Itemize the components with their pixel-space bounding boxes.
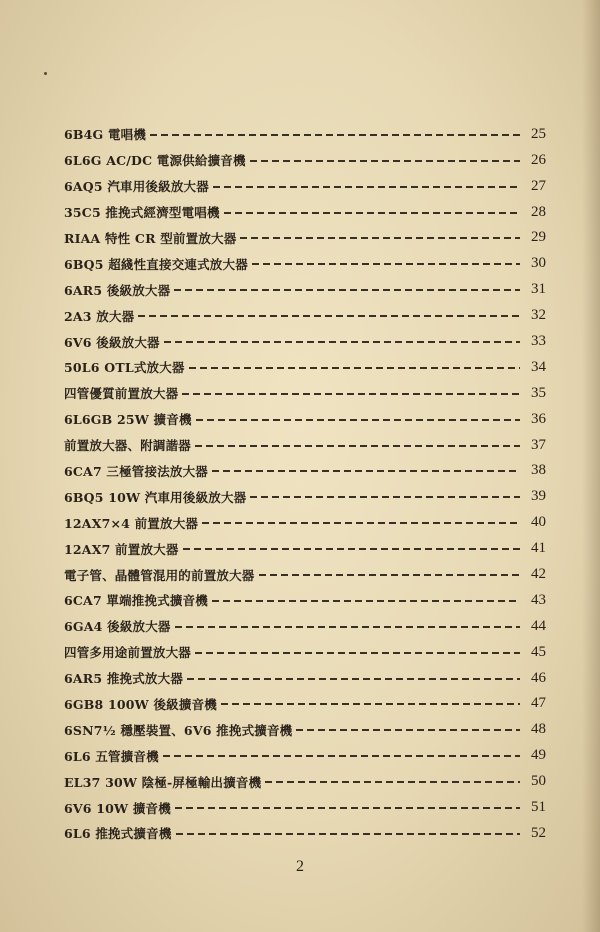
dash-leader bbox=[175, 804, 520, 812]
toc-entry-title: 6CA7 三極管接法放大器 bbox=[64, 463, 208, 479]
toc-entry bbox=[64, 634, 546, 660]
toc-entry-title: 6L6 五管擴音機 bbox=[64, 748, 159, 764]
dash-leader bbox=[259, 571, 520, 579]
toc-entry-title: 2A3 放大器 bbox=[64, 308, 135, 324]
toc-entry-page: 40 bbox=[531, 514, 546, 531]
toc-entry-page: 35 bbox=[531, 384, 546, 401]
toc-entry-title: RIAA 特性 CR 型前置放大器 bbox=[64, 230, 237, 246]
toc-entry-page: 48 bbox=[531, 721, 546, 738]
toc-entry bbox=[64, 271, 546, 297]
toc-entry bbox=[64, 375, 546, 401]
toc-entry bbox=[64, 660, 546, 686]
toc-entry-page: 34 bbox=[531, 358, 546, 375]
dash-leader bbox=[240, 234, 520, 242]
dash-leader bbox=[221, 700, 520, 708]
dash-leader bbox=[187, 675, 520, 683]
dash-leader bbox=[195, 442, 520, 450]
toc-entry bbox=[64, 297, 546, 323]
dash-leader bbox=[150, 131, 520, 139]
toc-entry bbox=[64, 711, 546, 737]
table-of-contents bbox=[64, 116, 546, 841]
toc-entry-title: 6BQ5 超綫性直接交連式放大器 bbox=[64, 256, 248, 272]
toc-entry-title: 四管多用途前置放大器 bbox=[64, 645, 192, 661]
toc-entry bbox=[64, 245, 546, 271]
toc-entry-page: 30 bbox=[531, 255, 546, 272]
dash-leader bbox=[175, 623, 520, 631]
toc-entry-title: 35C5 推挽式經濟型電唱機 bbox=[64, 205, 220, 221]
toc-entry-title: 四管優質前置放大器 bbox=[64, 386, 179, 402]
toc-entry-title: 6L6GB 25W 擴音機 bbox=[64, 412, 192, 428]
toc-entry bbox=[64, 737, 546, 763]
toc-entry-page: 41 bbox=[531, 540, 546, 557]
toc-entry-page: 44 bbox=[531, 617, 546, 634]
dash-leader bbox=[174, 286, 520, 294]
toc-entry bbox=[64, 401, 546, 427]
toc-entry-title: 6CA7 單端推挽式擴音機 bbox=[64, 593, 208, 609]
toc-entry-page: 42 bbox=[531, 566, 546, 583]
toc-entry-title: 6GB8 100W 後級擴音機 bbox=[64, 696, 217, 712]
paper-speck bbox=[44, 72, 47, 75]
toc-entry-page: 37 bbox=[531, 436, 546, 453]
toc-entry-title: 6V6 後級放大器 bbox=[64, 334, 160, 350]
dash-leader bbox=[183, 545, 520, 553]
dash-leader bbox=[189, 364, 520, 372]
toc-entry bbox=[64, 763, 546, 789]
page-edge-shadow bbox=[582, 0, 600, 932]
toc-entry bbox=[64, 504, 546, 530]
toc-entry bbox=[64, 323, 546, 349]
toc-entry-page: 47 bbox=[531, 695, 546, 712]
toc-entry-page: 39 bbox=[531, 488, 546, 505]
toc-entry-page: 25 bbox=[531, 125, 546, 142]
toc-entry bbox=[64, 194, 546, 220]
toc-entry-page: 29 bbox=[531, 229, 546, 246]
dash-leader bbox=[250, 157, 520, 165]
dash-leader bbox=[250, 493, 520, 501]
toc-entry-page: 38 bbox=[531, 462, 546, 479]
dash-leader bbox=[212, 467, 520, 475]
dash-leader bbox=[196, 416, 520, 424]
dash-leader bbox=[212, 597, 520, 605]
dash-leader bbox=[138, 312, 520, 320]
toc-entry-page: 52 bbox=[531, 824, 546, 841]
toc-entry bbox=[64, 815, 546, 841]
toc-entry-page: 50 bbox=[531, 773, 546, 790]
dash-leader bbox=[195, 649, 520, 657]
dash-leader bbox=[176, 830, 520, 838]
toc-entry bbox=[64, 453, 546, 479]
toc-entry-title: 6B4G 電唱機 bbox=[64, 127, 147, 143]
dash-leader bbox=[182, 390, 520, 398]
toc-entry-page: 49 bbox=[531, 747, 546, 764]
toc-entry bbox=[64, 349, 546, 375]
toc-entry-title: 前置放大器、附調諧器 bbox=[64, 438, 192, 454]
toc-entry-title: 6SN7½ 穩壓裝置、6V6 推挽式擴音機 bbox=[64, 722, 293, 738]
toc-entry-title: 6L6G AC/DC 電源供給擴音機 bbox=[64, 153, 246, 169]
toc-entry-title: 6L6 推挽式擴音機 bbox=[64, 826, 172, 842]
dash-leader bbox=[213, 183, 520, 191]
toc-entry bbox=[64, 478, 546, 504]
toc-entry-title: 50L6 OTL式放大器 bbox=[64, 360, 185, 376]
toc-entry-title: 12AX7×4 前置放大器 bbox=[64, 515, 199, 531]
toc-entry-page: 26 bbox=[531, 151, 546, 168]
toc-entry bbox=[64, 168, 546, 194]
toc-entry bbox=[64, 556, 546, 582]
dash-leader bbox=[202, 519, 520, 527]
toc-entry bbox=[64, 582, 546, 608]
dash-leader bbox=[163, 752, 520, 760]
toc-entry-title: 電子管、晶體管混用的前置放大器 bbox=[64, 567, 255, 583]
dash-leader bbox=[265, 778, 520, 786]
toc-entry-page: 36 bbox=[531, 410, 546, 427]
toc-entry-title: 6AR5 推挽式放大器 bbox=[64, 671, 184, 687]
toc-entry bbox=[64, 608, 546, 634]
toc-entry-page: 43 bbox=[531, 591, 546, 608]
toc-entry-page: 45 bbox=[531, 643, 546, 660]
toc-entry-title: 6GA4 後級放大器 bbox=[64, 619, 171, 635]
toc-entry-page: 51 bbox=[531, 799, 546, 816]
dash-leader bbox=[252, 260, 520, 268]
toc-entry-title: EL37 30W 陰極-屏極輸出擴音機 bbox=[64, 774, 262, 790]
toc-entry-title: 12AX7 前置放大器 bbox=[64, 541, 179, 557]
toc-entry-title: 6V6 10W 擴音機 bbox=[64, 800, 171, 816]
dash-leader bbox=[296, 726, 520, 734]
toc-entry-page: 32 bbox=[531, 307, 546, 324]
dash-leader bbox=[224, 209, 520, 217]
toc-entry-page: 33 bbox=[531, 333, 546, 350]
toc-entry bbox=[64, 142, 546, 168]
toc-entry bbox=[64, 427, 546, 453]
toc-entry bbox=[64, 686, 546, 712]
page-number: 2 bbox=[296, 858, 304, 875]
toc-entry bbox=[64, 116, 546, 142]
toc-entry-title: 6AR5 後級放大器 bbox=[64, 282, 171, 298]
toc-entry-page: 27 bbox=[531, 177, 546, 194]
toc-entry bbox=[64, 530, 546, 556]
toc-entry bbox=[64, 220, 546, 246]
toc-entry-page: 28 bbox=[531, 203, 546, 220]
toc-entry-title: 6AQ5 汽車用後級放大器 bbox=[64, 179, 209, 195]
toc-entry-page: 46 bbox=[531, 669, 546, 686]
toc-entry-page: 31 bbox=[531, 281, 546, 298]
toc-entry-title: 6BQ5 10W 汽車用後級放大器 bbox=[64, 489, 247, 505]
dash-leader bbox=[164, 338, 520, 346]
toc-entry bbox=[64, 789, 546, 815]
